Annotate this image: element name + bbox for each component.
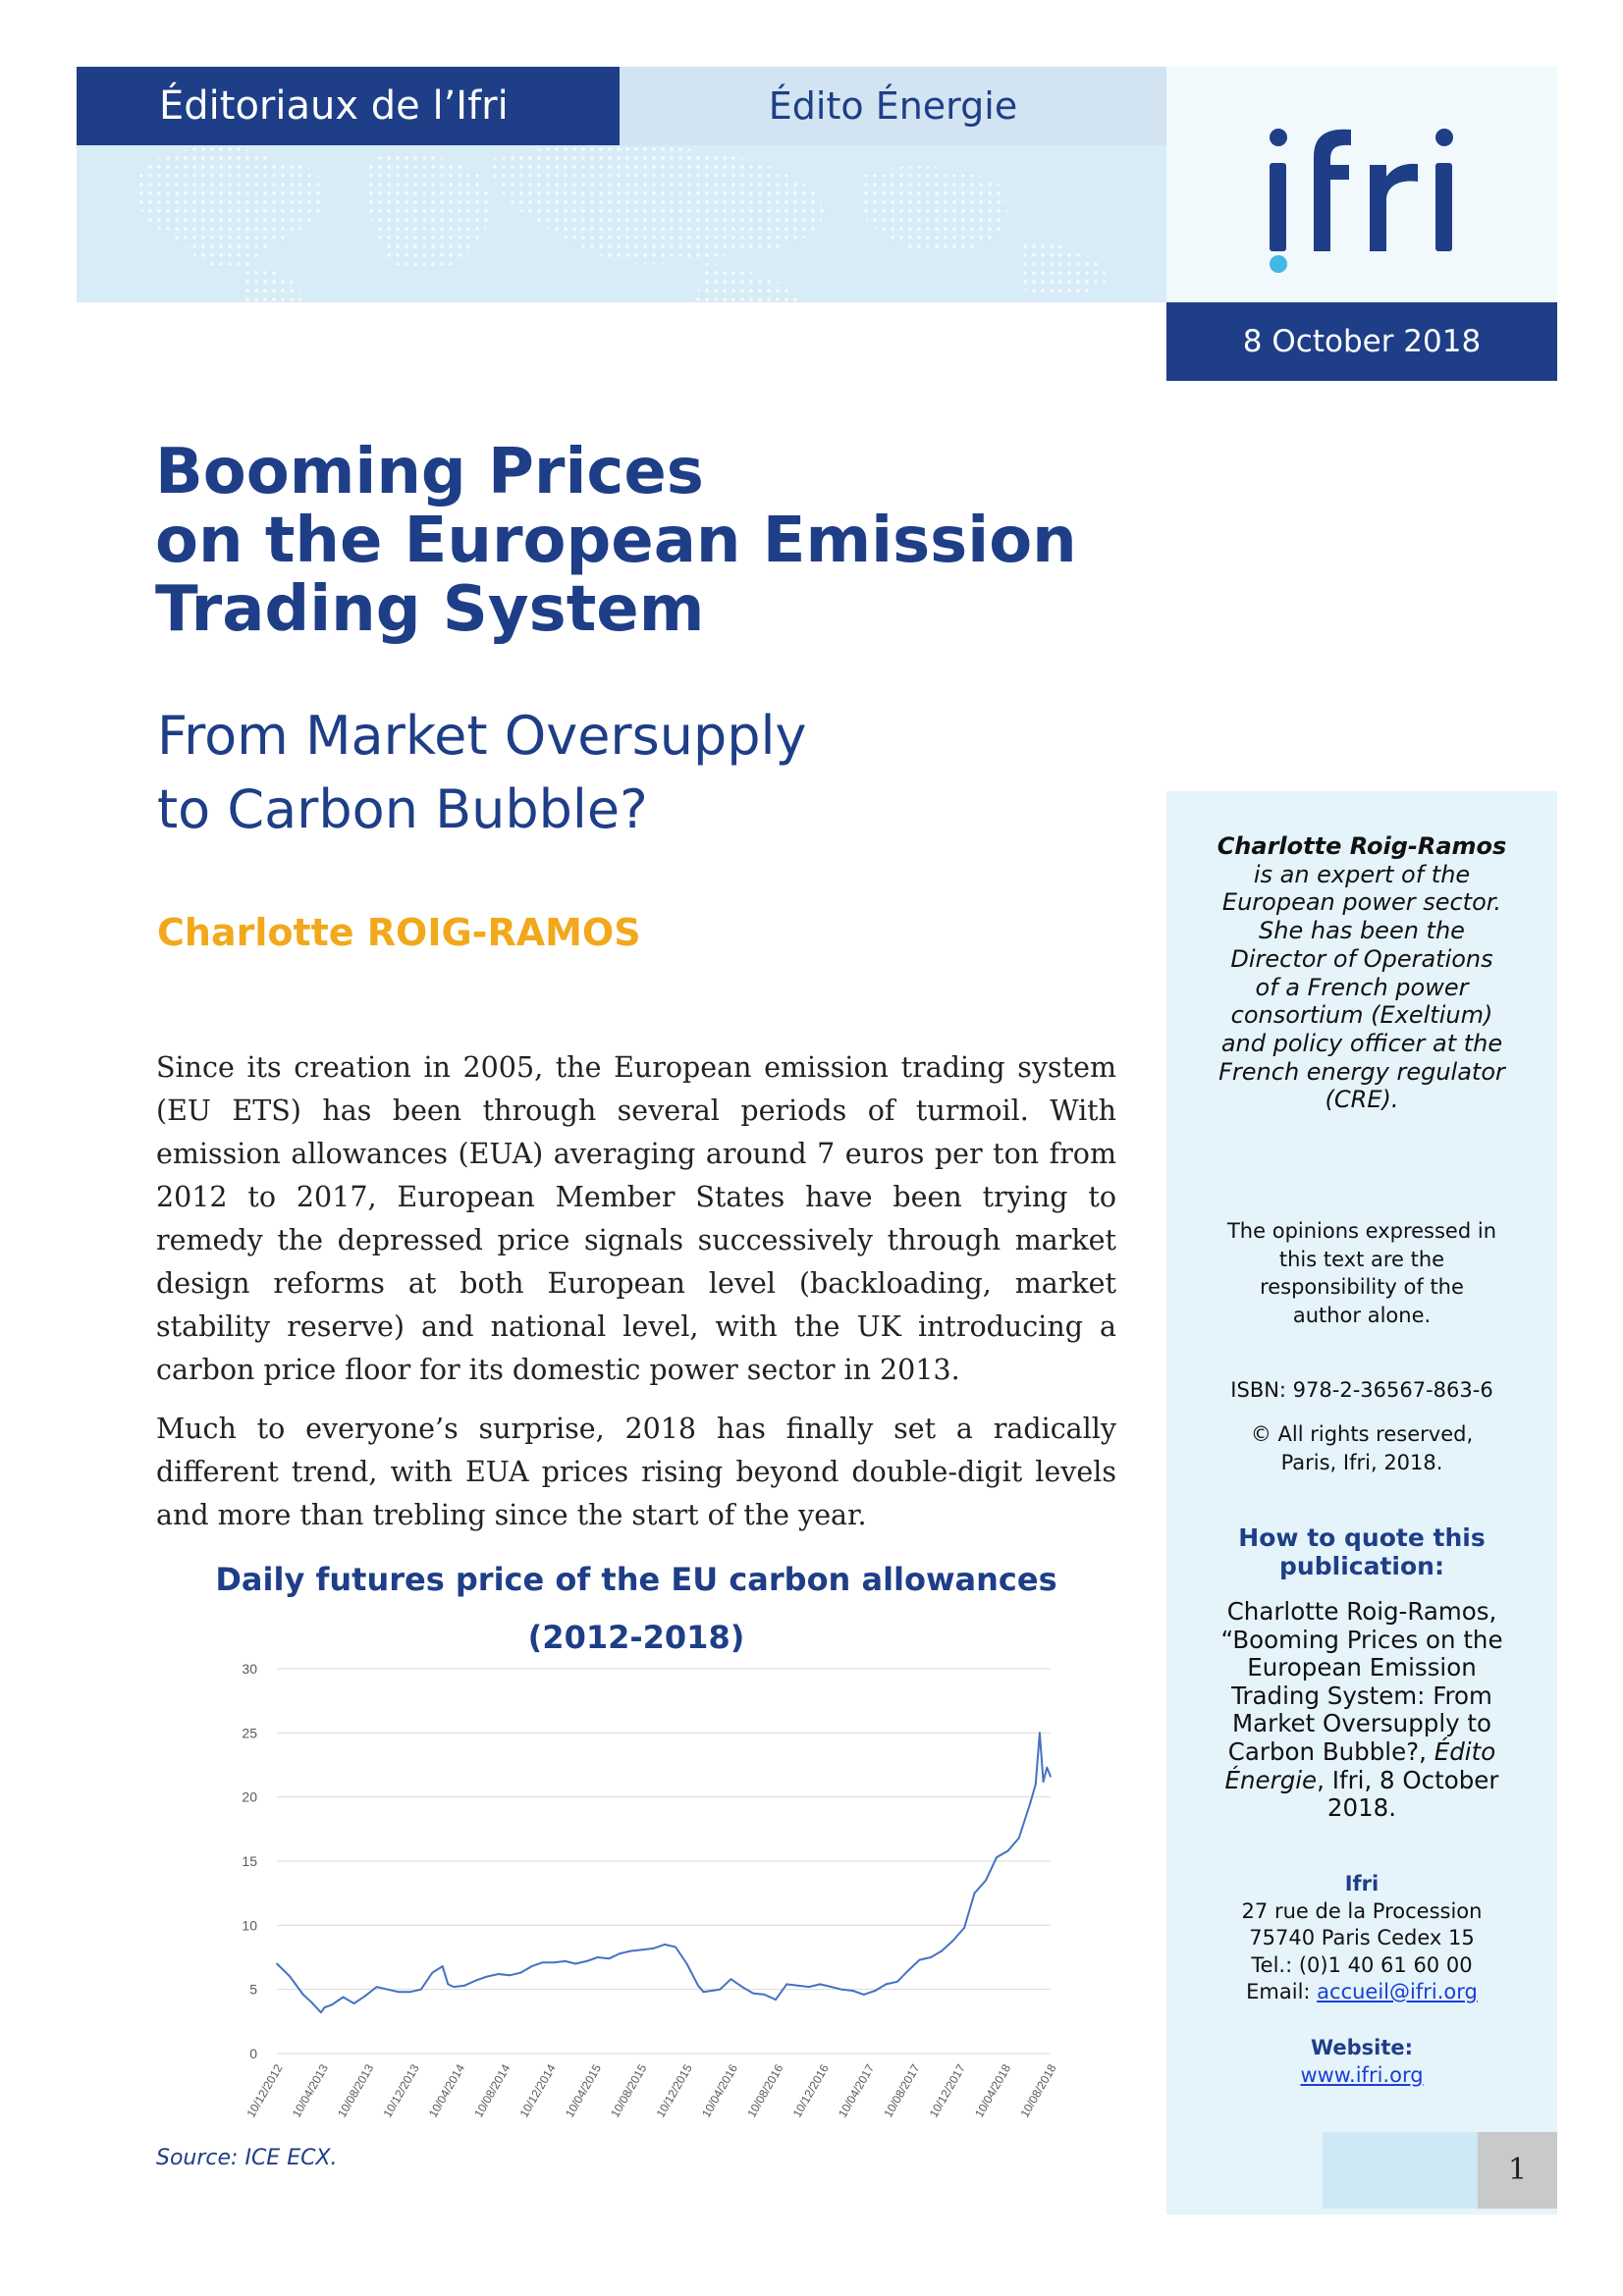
data-point	[475, 1980, 477, 1982]
data-point	[453, 1986, 455, 1988]
data-point	[431, 1972, 433, 1974]
website-line	[1166, 2063, 1557, 2087]
email-label: Email:	[1246, 1980, 1318, 2003]
x-tick-label: 10/08/2018	[1017, 2061, 1059, 2120]
data-point	[630, 1950, 632, 1952]
ifri-logo-mark	[1166, 67, 1557, 302]
data-point	[1043, 1781, 1045, 1783]
data-point	[930, 1956, 932, 1958]
data-point	[852, 1990, 854, 1992]
data-point	[819, 1984, 821, 1986]
data-point	[874, 1990, 876, 1992]
x-tick-label: 10/04/2016	[698, 2061, 741, 2120]
data-point	[565, 1960, 567, 1962]
data-point	[885, 1984, 887, 1986]
data-point	[1050, 1776, 1052, 1778]
data-point	[697, 1985, 699, 1987]
publication-date: 8 October 2018	[1166, 302, 1557, 381]
website-link[interactable]: www.ifri.org	[1300, 2063, 1424, 2087]
chart-title	[156, 1551, 1116, 1667]
x-tick-label: 10/04/2013	[289, 2061, 331, 2120]
data-point	[398, 1991, 400, 1993]
citation-text-end: , Ifri, 8 October 2018.	[1317, 1765, 1499, 1823]
quote-heading: How to quote this publication:	[1238, 1523, 1486, 1580]
ifri-logo	[1166, 67, 1557, 302]
data-point	[276, 1963, 278, 1965]
subtitle-line: to Carbon Bubble?	[157, 778, 648, 840]
data-point	[952, 1940, 954, 1942]
data-point	[542, 1961, 544, 1963]
data-point	[519, 1972, 521, 1974]
data-point	[863, 1994, 865, 1996]
x-tick-label: 10/04/2017	[836, 2061, 878, 2120]
data-point	[985, 1880, 987, 1882]
quote-citation	[1166, 1598, 1557, 1823]
data-point	[831, 1986, 833, 1988]
data-point	[974, 1893, 976, 1895]
y-tick-label: 10	[242, 1917, 257, 1934]
data-point	[1039, 1732, 1041, 1734]
author-name: Charlotte ROIG-RAMOS	[157, 911, 641, 954]
website-heading: Website:	[1310, 2036, 1414, 2059]
x-tick-label: 10/04/2015	[562, 2061, 605, 2120]
data-point	[730, 1978, 732, 1980]
price-line-chart	[214, 1651, 1078, 2142]
data-point	[302, 1994, 304, 1996]
contact-address	[1166, 1871, 1557, 2006]
data-point	[963, 1927, 965, 1929]
x-tick-label: 10/08/2016	[744, 2061, 786, 2120]
data-point	[320, 2011, 322, 2013]
data-point	[408, 1991, 410, 1993]
rights-text: © All rights reserved, Paris, Ifri, 2018.	[1250, 1422, 1474, 1474]
data-point	[586, 1960, 588, 1962]
data-point	[364, 1995, 366, 1997]
data-point	[331, 2003, 333, 2005]
chart-source: Source: ICE ECX.	[156, 2146, 338, 2170]
subtitle-line: From Market Oversupply	[157, 705, 807, 767]
data-point	[775, 1999, 777, 2001]
address-org: Ifri	[1344, 1872, 1380, 1896]
data-point	[664, 1944, 666, 1946]
data-point	[675, 1947, 676, 1949]
y-tick-label: 5	[249, 1981, 257, 1998]
data-point	[741, 1986, 743, 1988]
data-point	[797, 1985, 799, 1987]
x-tick-label: 10/12/2013	[380, 2061, 422, 2120]
data-point	[447, 1984, 449, 1986]
data-point	[1007, 1850, 1009, 1852]
data-point	[1018, 1838, 1020, 1840]
x-tick-label: 10/08/2014	[471, 2061, 514, 2120]
y-tick-label: 20	[242, 1789, 257, 1805]
data-point	[907, 1969, 909, 1971]
data-point	[608, 1957, 610, 1959]
email-line	[1166, 1979, 1557, 2006]
data-point	[785, 1984, 787, 1986]
author-bio	[1166, 832, 1557, 1114]
citation-series: Édito Énergie	[1224, 1736, 1496, 1794]
y-tick-label: 30	[242, 1661, 257, 1677]
data-point	[941, 1950, 943, 1952]
page-title	[155, 438, 1137, 644]
data-point	[686, 1963, 688, 1965]
x-tick-label: 10/08/2013	[335, 2061, 377, 2120]
x-tick-label: 10/12/2012	[243, 2061, 286, 2120]
y-tick-label: 25	[242, 1725, 257, 1741]
data-point	[641, 1949, 643, 1950]
data-point	[703, 1991, 705, 1993]
data-point	[531, 1965, 533, 1967]
data-point	[996, 1856, 998, 1858]
title-line: Booming Prices	[155, 436, 704, 508]
data-point	[343, 1997, 345, 1999]
x-tick-label: 10/12/2017	[926, 2061, 968, 2120]
author-bio-name: Charlotte Roig-Ramos	[1217, 832, 1507, 860]
data-point	[353, 2002, 355, 2004]
x-tick-label: 10/08/2015	[608, 2061, 650, 2120]
page-subtitle	[157, 699, 1041, 846]
x-tick-label: 10/12/2014	[516, 2061, 559, 2120]
y-tick-label: 0	[249, 2046, 257, 2061]
data-point	[289, 1976, 291, 1978]
author-bio-text: is an expert of the European power sector. She has been the Director of Operations of a French power consortium (Exeltium) and policy officer at the French energy regulator (CRE).	[1218, 860, 1505, 1114]
data-point	[919, 1959, 921, 1961]
data-point	[574, 1963, 576, 1965]
page-number: 1	[1478, 2132, 1557, 2209]
data-point	[752, 1993, 754, 1995]
title-line: on the European Emission	[155, 505, 1077, 577]
chart-title-line: (2012-2018)	[527, 1619, 745, 1656]
data-point	[486, 1976, 488, 1978]
data-point	[509, 1974, 511, 1976]
x-tick-label: 10/12/2016	[789, 2061, 832, 2120]
email-link[interactable]: accueil@ifri.org	[1317, 1980, 1478, 2003]
chart-title-line: Daily futures price of the EU carbon allowances	[215, 1561, 1057, 1598]
data-point	[840, 1989, 842, 1991]
disclaimer-text: The opinions expressed in this text are the responsibility of the author alone.	[1226, 1219, 1496, 1327]
data-point	[324, 2006, 326, 2008]
data-point	[653, 1948, 655, 1949]
data-point	[764, 1994, 766, 1996]
x-tick-label: 10/08/2017	[881, 2061, 923, 2120]
citation-text: Charlotte Roig-Ramos, “Booming Prices on the European Emission Trading System: From Market Oversupply to Carbon Bubble?,	[1220, 1597, 1503, 1766]
data-point	[1035, 1784, 1037, 1786]
page-number-strip	[1323, 2132, 1478, 2209]
body-paragraph: Much to everyone’s surprise, 2018 has finally set a radically different trend, with EUA prices rising beyond double-digit levels and more than trebling since the start of the year.	[156, 1413, 1116, 1531]
isbn-text: ISBN: 978-2-36567-863-6	[1230, 1378, 1493, 1402]
address-line: 27 rue de la Procession	[1241, 1898, 1483, 1923]
address-line: Tel.: (0)1 40 61 60 00	[1251, 1952, 1473, 1977]
edito-label: Édito Énergie	[620, 67, 1166, 145]
title-line: Trading System	[155, 573, 705, 646]
x-tick-label: 10/04/2014	[425, 2061, 468, 2120]
y-tick-label: 15	[242, 1853, 257, 1869]
data-point	[896, 1981, 898, 1983]
data-point	[619, 1952, 621, 1954]
body-paragraph: Since its creation in 2005, the European emission trading system (EU ETS) has been through several periods of turmoil. With emission allowances (EUA) averaging around 7 euros per ton from 2012 to 2017, European Member States have been trying to remedy the depressed price signals successively through market design reforms at both European level (backloading, market stability reserve) and national level, with the UK introducing a carbon price floor for its domestic power sector in 2013.	[156, 1051, 1116, 1386]
data-point	[376, 1986, 378, 1988]
data-point	[420, 1989, 422, 1991]
data-point	[808, 1986, 810, 1988]
data-point	[442, 1965, 444, 1967]
data-point	[719, 1989, 721, 1991]
data-point	[1029, 1802, 1031, 1804]
data-point	[597, 1956, 599, 1958]
x-tick-label: 10/04/2018	[972, 2061, 1014, 2120]
data-point	[463, 1985, 465, 1987]
data-point	[553, 1961, 555, 1963]
series-label: Éditoriaux de l’Ifri	[77, 67, 620, 145]
x-tick-label: 10/12/2015	[653, 2061, 695, 2120]
data-point	[1046, 1767, 1048, 1769]
data-point	[387, 1989, 389, 1991]
price-series-line	[277, 1733, 1051, 2012]
address-line: 75740 Paris Cedex 15	[1249, 1926, 1475, 1949]
data-point	[310, 2002, 312, 2003]
data-point	[498, 1973, 500, 1975]
